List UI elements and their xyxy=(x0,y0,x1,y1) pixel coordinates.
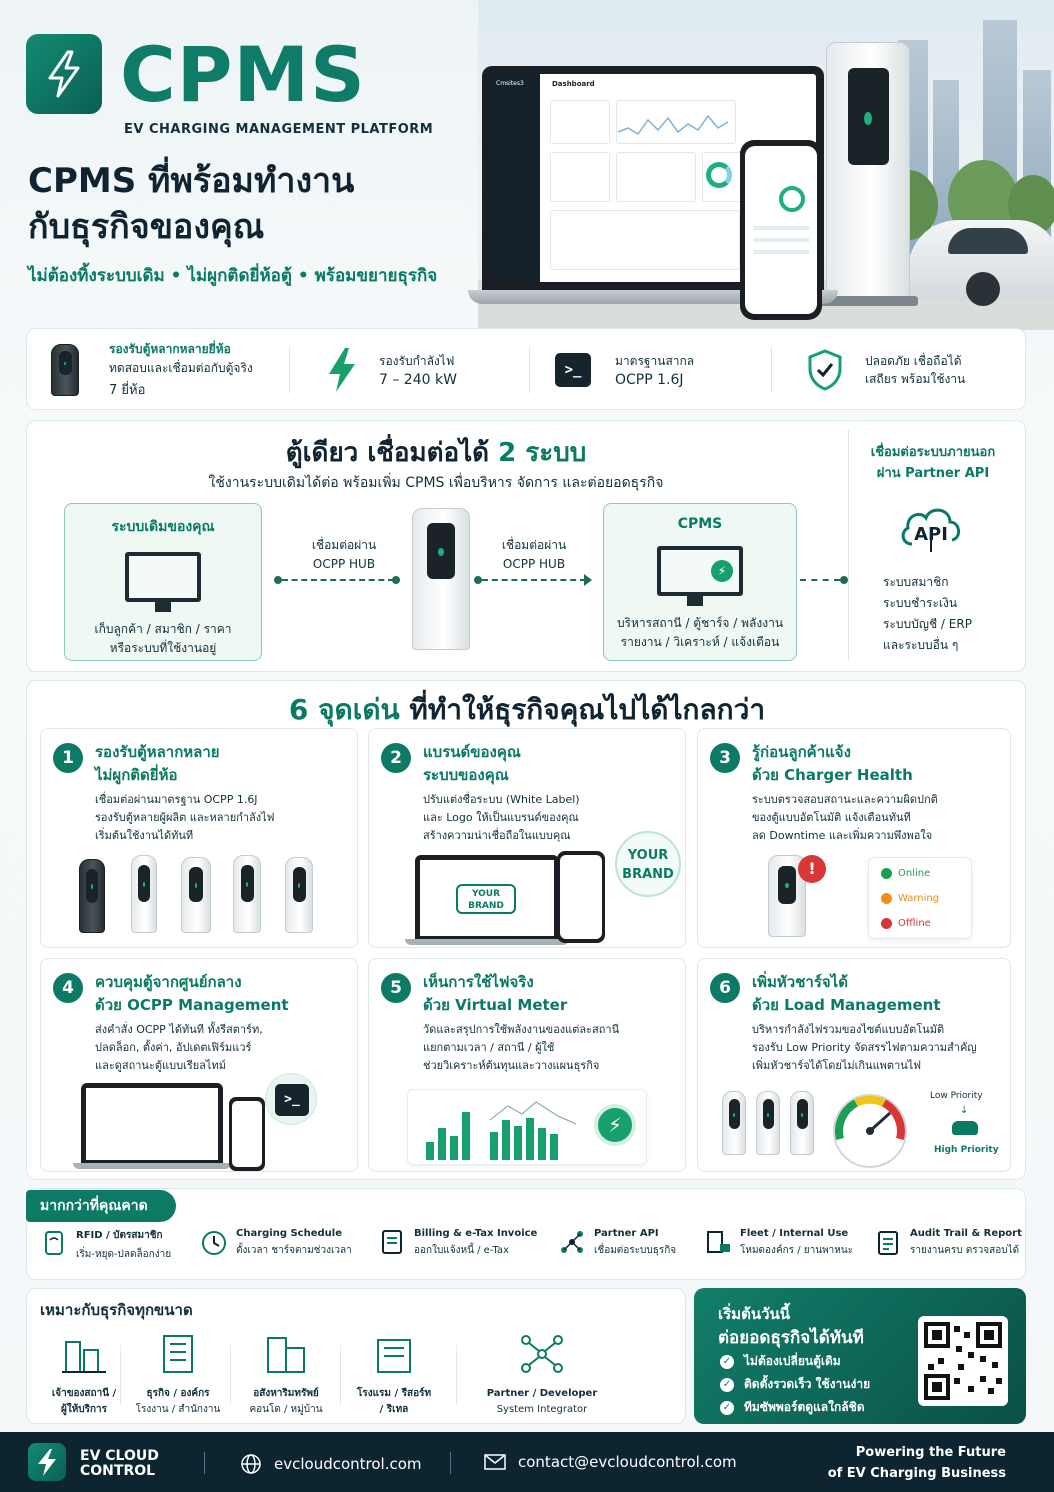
more-item-schedule xyxy=(200,1228,352,1258)
phone-image xyxy=(557,851,605,943)
highlight-desc-line: ของตู้แบบอัตโนมัติ แจ้งเตือนทันที xyxy=(752,811,911,824)
highlight-desc-line: รองรับ Low Priority จัดสรรไฟตามความสำคัญ xyxy=(752,1041,977,1054)
dual-subtitle: ใช้งานระบบเดิมได้ต่อ พร้อมเพิ่ม CPMS เพื่อบริหาร จัดการ และต่อยอดธุรกิจ xyxy=(208,475,664,491)
phone-image xyxy=(740,140,822,320)
business-item-title: อสังหาริมทรัพย์ xyxy=(253,1388,319,1399)
highlight-desc-line: เพิ่มหัวชาร์จได้โดยไม่เกินแพตานไฟ xyxy=(752,1059,922,1072)
highlight-number: 3 xyxy=(710,743,740,773)
email-text[interactable]: contact@evcloudcontrol.com xyxy=(518,1453,737,1471)
footer-slogan xyxy=(828,1442,1006,1484)
cta-item-text: ไม่ต้องเปลี่ยนตู้เดิม xyxy=(744,1354,841,1368)
invoice-icon xyxy=(378,1228,406,1256)
footer xyxy=(0,1432,1054,1492)
lightning-icon xyxy=(28,1443,66,1481)
stat-security xyxy=(807,329,1017,411)
stat-value: OCPP 1.6J xyxy=(615,372,684,388)
stats-bar xyxy=(26,328,1026,410)
existing-system-box xyxy=(64,503,262,661)
api-label: API xyxy=(914,524,948,545)
dual-title xyxy=(26,432,846,473)
website-link[interactable] xyxy=(240,1453,422,1475)
highlight-desc xyxy=(95,791,274,845)
car-icon xyxy=(952,1121,978,1135)
stat-label: รองรับกำลังไฟ xyxy=(379,354,455,368)
station-icon xyxy=(60,1332,108,1376)
more-item-title: Audit Trail & Report xyxy=(910,1228,1022,1239)
partner-item: ระบบสมาชิก xyxy=(883,575,949,589)
cta-item-text: ติดตั้งรวดเร็ว ใช้งานง่าย xyxy=(744,1377,871,1391)
business-item-desc: คอนโด / หมู่บ้าน xyxy=(249,1404,323,1415)
hero-image xyxy=(478,0,1054,330)
highlight-title-line: ไม่ผูกติดยี่ห้อ xyxy=(95,766,178,784)
highlight-desc xyxy=(95,1021,263,1075)
energy-chart-panel xyxy=(407,1089,647,1165)
more-item-desc: รายงานครบ ตรวจสอบได้ xyxy=(910,1245,1020,1256)
highlight-desc-line: สร้างความน่าเชื่อถือในแบบคุณ xyxy=(423,829,571,842)
highlight-desc-line: และดูสถานะตู้แบบเรียลไทม์ xyxy=(95,1059,226,1072)
partner-title-line: เชื่อมต่อระบบภายนอก xyxy=(870,445,996,460)
tagline: ไม่ต้องทิ้งระบบเดิม • ไม่ผูกติดยี่ห้อตู้ • พร้อมขยายธุรกิจ xyxy=(28,266,438,286)
low-priority-label: Low Priority xyxy=(930,1091,983,1101)
company-logo xyxy=(28,1443,66,1481)
charger-image xyxy=(826,42,910,298)
laptop-image xyxy=(415,855,559,939)
highlight-desc-line: เชื่อมต่อผ่านมาตรฐาน OCPP 1.6J xyxy=(95,793,258,806)
highlight-desc-line: ระบบตรวจสอบสถานะและความผิดปกติ xyxy=(752,793,938,806)
highlight-desc-line: วัดและสรุปการใช้พลังงานของแต่ละสถานี xyxy=(423,1023,620,1036)
terminal-icon: >_ xyxy=(275,1084,309,1116)
partner-api-title xyxy=(858,442,1008,484)
connector-right-line xyxy=(482,579,586,581)
highlight-desc xyxy=(752,1021,977,1075)
highlight-desc-line: และ Logo ให้เป็นแบรนด์ของคุณ xyxy=(423,811,579,824)
highlight-desc-line: ลด Downtime และเพิ่มความพึงพอใจ xyxy=(752,829,933,842)
highlight-desc-line: ปรับแต่งชื่อระบบ (White Label) xyxy=(423,793,580,806)
business-item-desc: System Integrator xyxy=(496,1404,588,1415)
highlight-title-line: ระบบของคุณ xyxy=(423,766,509,784)
status-online: Online xyxy=(898,868,931,879)
headline-line-2: กับธุรกิจของคุณ xyxy=(28,207,265,247)
business-item-desc: / ริเทล xyxy=(379,1404,409,1415)
highlight-title-line: เห็นการใช้ไฟจริง xyxy=(423,973,534,991)
highlight-title-line: รู้ก่อนลูกค้าแจ้ง xyxy=(752,743,851,761)
connector-left-label xyxy=(284,536,404,574)
charger-image xyxy=(756,1091,780,1155)
cta-item-text: ทีมซัพพอร์ตดูแลใกล้ชิด xyxy=(744,1400,865,1414)
highlight-title-line: แบรนด์ของคุณ xyxy=(423,743,521,761)
business-item-realestate xyxy=(226,1332,346,1418)
highlight-title-line: รองรับตู้หลากหลาย xyxy=(95,743,220,761)
more-item-title: RFID / บัตรสมาชิก xyxy=(76,1230,163,1241)
api-cloud-icon xyxy=(896,500,966,550)
more-item-desc: โหมดองค์กร / ยานพาหนะ xyxy=(740,1245,854,1256)
highlight-number: 1 xyxy=(53,743,83,773)
charger-image xyxy=(722,1091,746,1155)
charger-image xyxy=(233,855,261,933)
highlight-desc-line: เริ่มต้นใช้งานได้ทันที xyxy=(95,829,194,842)
stat-detail: เสถียร พร้อมใช้งาน xyxy=(865,372,966,386)
business-item-title: โรงแรม / รีสอร์ท xyxy=(356,1388,432,1399)
alert-icon: ! xyxy=(798,855,826,883)
stat-label: มาตรฐานสากล xyxy=(615,354,695,368)
highlight-title xyxy=(423,971,567,1017)
partner-title-line: ผ่าน Partner API xyxy=(876,466,990,481)
more-item-partner-api xyxy=(558,1228,676,1258)
arrow-down-icon: ↓ xyxy=(960,1105,969,1116)
highlight-card-2 xyxy=(368,728,686,948)
laptop-title: Dashboard xyxy=(552,80,595,88)
partner-list xyxy=(883,572,972,656)
more-item-title: Partner API xyxy=(594,1228,659,1239)
qr-code[interactable] xyxy=(918,1316,1008,1406)
brand-subtitle: EV CHARGING MANAGEMENT PLATFORM xyxy=(124,122,434,137)
terminal-badge xyxy=(265,1073,317,1125)
more-item-billing xyxy=(378,1228,537,1258)
condo-icon xyxy=(262,1332,310,1376)
company-name-line: CONTROL xyxy=(80,1463,156,1479)
highlight-title-line: ควบคุมตู้จากศูนย์กลาง xyxy=(95,973,242,991)
business-item-title: Partner / Developer xyxy=(486,1388,598,1399)
terminal-icon: >_ xyxy=(555,353,591,387)
more-item-title: Billing & e-Tax Invoice xyxy=(414,1228,538,1239)
lightning-icon: ⚡ xyxy=(594,1104,636,1146)
more-ribbon: มากกว่าที่คุณคาด xyxy=(26,1190,176,1222)
globe-icon xyxy=(240,1453,262,1475)
highlight-title-line: เพิ่มหัวชาร์จได้ xyxy=(752,973,848,991)
highlight-title xyxy=(95,741,220,787)
laptop-brand: Cmsites3 xyxy=(496,80,524,87)
more-item-fleet xyxy=(704,1228,853,1258)
company-name-line: EV CLOUD xyxy=(80,1448,159,1464)
api-network-icon xyxy=(558,1228,586,1256)
rfid-icon xyxy=(40,1228,68,1256)
shield-check-icon xyxy=(807,349,843,391)
highlight-desc-line: บริหารกำลังไฟรวมของไซต์แบบอัตโนมัติ xyxy=(752,1023,945,1036)
stat-label: ปลอดภัย เชื่อถือได้ xyxy=(865,354,962,368)
highlight-desc xyxy=(423,1021,619,1075)
status-warning-icon xyxy=(881,893,892,904)
business-item-title: เจ้าของสถานี / xyxy=(51,1388,117,1399)
network-icon xyxy=(518,1332,566,1376)
charger-image xyxy=(790,1091,814,1155)
highlight-desc xyxy=(752,791,938,845)
cta-heading xyxy=(718,1302,864,1350)
highlight-title xyxy=(752,971,941,1017)
company-name xyxy=(80,1449,159,1479)
highlight-desc xyxy=(423,791,580,845)
highlight-desc-line: ปลดล็อก, ตั้งค่า, อัปเดตเฟิร์มแวร์ xyxy=(95,1041,252,1054)
headline-line-1: CPMS ที่พร้อมทำงาน xyxy=(28,161,355,201)
partner-item: ระบบบัญชี / ERP xyxy=(883,617,972,631)
more-item-title: Charging Schedule xyxy=(236,1228,343,1239)
status-warning: Warning xyxy=(898,893,940,904)
building-icon xyxy=(154,1332,202,1376)
cpms-logo xyxy=(26,34,102,114)
existing-system-desc: หรือระบบที่ใช้งานอยู่ xyxy=(109,641,217,655)
business-item-enterprise xyxy=(118,1332,238,1418)
monitor-icon: ⚡ xyxy=(657,546,743,596)
more-item-title: Fleet / Internal Use xyxy=(740,1228,849,1239)
existing-system-desc: เก็บลูกค้า / สมาชิก / ราคา xyxy=(94,622,232,636)
cpms-box-title: CPMS xyxy=(677,516,723,532)
stat-label: รองรับตู้หลากหลายยี่ห้อ xyxy=(109,342,231,356)
audit-icon xyxy=(874,1228,902,1256)
highlight-title-line: ด้วย Load Management xyxy=(752,996,941,1014)
connector-label-line: เชื่อมต่อผ่าน xyxy=(311,538,377,552)
gauge-icon xyxy=(828,1087,912,1171)
check-icon: ✓ xyxy=(720,1378,734,1392)
stat-value: 7 – 240 kW xyxy=(379,372,457,388)
slogan-line: Powering the Future xyxy=(855,1445,1006,1460)
highlight-desc-line: รองรับตู้หลายผู้ผลิต และหลายกำลังไฟ xyxy=(95,811,275,824)
charger-image xyxy=(131,855,157,933)
stat-standard xyxy=(555,329,775,411)
highlight-card-4 xyxy=(40,958,358,1172)
headline xyxy=(28,158,488,250)
high-priority-label: High Priority xyxy=(934,1145,999,1155)
business-item-desc: ผู้ให้บริการ xyxy=(60,1404,108,1415)
more-item-desc: เริ่ม-หยุด-ปลดล็อกง่าย xyxy=(76,1249,172,1260)
fleet-icon xyxy=(704,1228,732,1256)
highlight-number: 2 xyxy=(381,743,411,773)
highlights-title xyxy=(0,688,1054,732)
highlight-card-1 xyxy=(40,728,358,948)
phone-image xyxy=(229,1097,265,1171)
cpms-box xyxy=(603,503,797,661)
brand-name: CPMS xyxy=(120,30,366,119)
stat-power xyxy=(325,329,545,411)
cta-item xyxy=(720,1375,870,1394)
status-panel xyxy=(868,857,972,939)
connector-label-line: เชื่อมต่อผ่าน xyxy=(501,538,567,552)
cta-panel xyxy=(694,1288,1026,1424)
partner-item: ระบบชำระเงิน xyxy=(883,596,958,610)
highlight-title-line: ด้วย OCPP Management xyxy=(95,996,289,1014)
cpms-box-desc: รายงาน / วิเคราะห์ / แจ้งเตือน xyxy=(620,635,780,649)
check-icon: ✓ xyxy=(720,1401,734,1415)
highlight-number: 6 xyxy=(710,973,740,1003)
more-item-desc: ตั้งเวลา ชาร์จตามช่วงเวลา xyxy=(236,1245,352,1256)
business-title: เหมาะกับธุรกิจทุกขนาด xyxy=(40,1301,193,1319)
lightning-icon xyxy=(325,346,359,394)
highlight-desc-line: แยกตามเวลา / สถานี / ผู้ใช้ xyxy=(423,1041,555,1054)
cpms-box-desc: บริหารสถานี / ตู้ชาร์จ / พลังงาน xyxy=(616,616,784,630)
highlight-desc-line: ช่วยวิเคราะห์ต้นทุนและวางแผนธุรกิจ xyxy=(423,1059,600,1072)
monitor-icon xyxy=(125,552,201,602)
stat-brands xyxy=(51,329,291,411)
more-item-desc: เชื่อมต่อระบบธุรกิจ xyxy=(594,1245,677,1256)
highlight-title-line: ด้วย Virtual Meter xyxy=(423,996,568,1014)
lightning-icon xyxy=(44,50,84,98)
charger-image xyxy=(181,857,211,933)
hotel-icon xyxy=(370,1332,418,1376)
highlight-card-5 xyxy=(368,958,686,1172)
highlight-card-3 xyxy=(697,728,1011,948)
check-icon: ✓ xyxy=(720,1355,734,1369)
dual-title-b: 2 ระบบ xyxy=(498,438,587,468)
cta-item xyxy=(720,1398,865,1417)
schedule-icon xyxy=(200,1228,228,1256)
charger-image xyxy=(285,857,313,933)
your-brand-small: YOUR BRAND xyxy=(456,884,516,914)
connector-left-line xyxy=(282,579,394,581)
highlight-title xyxy=(95,971,289,1017)
charger-image xyxy=(412,508,470,650)
existing-system-title: ระบบเดิมของคุณ xyxy=(111,519,215,535)
stat-detail: ทดสอบและเชื่อมต่อกับตู้จริง xyxy=(109,361,253,375)
charger-icon xyxy=(51,344,79,396)
cta-item xyxy=(720,1352,841,1371)
more-item-desc: ออกใบแจ้งหนี้ / e-Tax xyxy=(414,1245,509,1256)
business-item-partner xyxy=(482,1332,602,1418)
email-link[interactable] xyxy=(484,1453,737,1471)
connector-label-line: OCPP HUB xyxy=(502,557,566,571)
status-offline: Offline xyxy=(898,918,931,929)
dual-title-a: ตู้เดียว เชื่อมต่อได้ xyxy=(285,438,499,468)
partner-item: และระบบอื่น ๆ xyxy=(883,638,959,652)
highlights-title-b: ที่ทำให้ธุรกิจคุณไปได้ไกลกว่า xyxy=(399,693,766,726)
status-online-icon xyxy=(881,868,892,879)
highlight-card-6 xyxy=(697,958,1011,1172)
highlight-title-line: ด้วย Charger Health xyxy=(752,766,913,784)
website-text[interactable]: evcloudcontrol.com xyxy=(274,1455,422,1473)
highlights-title-a: 6 จุดเด่น xyxy=(288,693,400,726)
laptop-image xyxy=(81,1083,223,1163)
cta-heading-line: เริ่มต้นวันนี้ xyxy=(718,1305,790,1323)
business-item-hotel xyxy=(334,1332,454,1418)
highlight-title xyxy=(752,741,913,787)
more-item-rfid xyxy=(40,1228,171,1262)
highlight-number: 4 xyxy=(53,973,83,1003)
connector-right-label xyxy=(474,536,594,574)
cta-heading-line: ต่อยอดธุรกิจได้ทันที xyxy=(718,1328,864,1348)
connector-api-line xyxy=(800,579,840,581)
connector-label-line: OCPP HUB xyxy=(312,557,376,571)
business-item-title: ธุรกิจ / องค์กร xyxy=(146,1388,210,1399)
highlight-desc-line: ส่งคำสั่ง OCPP ได้ทันที ทั้งรีสตาร์ท, xyxy=(95,1023,263,1036)
highlight-title xyxy=(423,741,521,787)
status-offline-icon xyxy=(881,918,892,929)
more-item-audit xyxy=(874,1228,1022,1258)
business-item-desc: โรงงาน / สำนักงาน xyxy=(135,1404,221,1415)
mail-icon xyxy=(484,1454,506,1470)
stat-value: 7 ยี่ห้อ xyxy=(109,383,146,398)
slogan-line: of EV Charging Business xyxy=(827,1466,1006,1481)
highlight-number: 5 xyxy=(381,973,411,1003)
your-brand-badge: YOUR BRAND xyxy=(615,831,681,897)
charger-image xyxy=(79,859,105,933)
